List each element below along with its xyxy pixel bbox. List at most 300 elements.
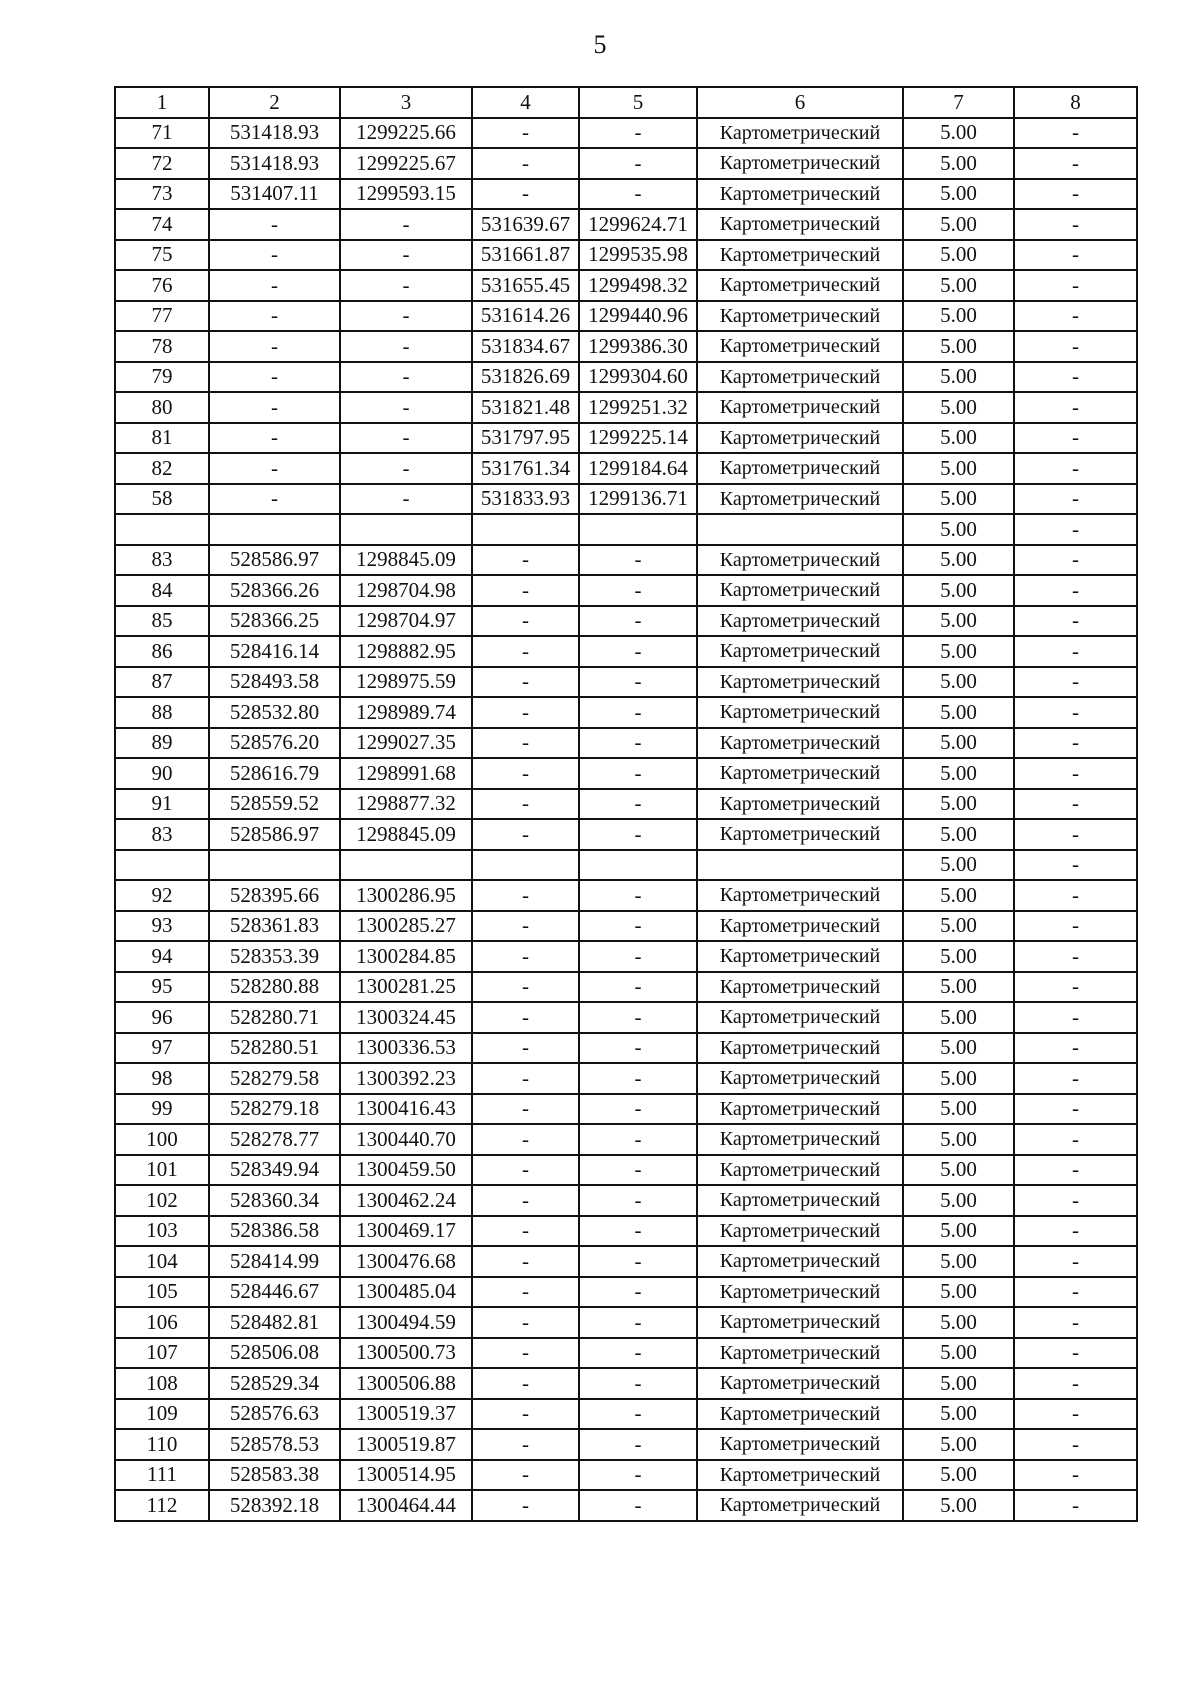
method-cell: Картометрический — [697, 941, 903, 972]
description-cell: - — [1014, 1460, 1137, 1491]
x-new-cell: - — [472, 1429, 579, 1460]
accuracy-cell: 5.00 — [903, 118, 1014, 149]
description-cell: - — [1014, 1429, 1137, 1460]
x-existing-cell: 528366.25 — [209, 606, 340, 637]
table-row — [115, 118, 1137, 149]
description-cell: - — [1014, 667, 1137, 698]
x-existing-cell: 528586.97 — [209, 819, 340, 850]
y-existing-cell — [340, 514, 472, 545]
x-new-cell: 531639.67 — [472, 209, 579, 240]
accuracy-cell: 5.00 — [903, 728, 1014, 759]
method-cell: Картометрический — [697, 484, 903, 515]
x-new-cell: - — [472, 1338, 579, 1369]
point-number-cell: 102 — [115, 1185, 209, 1216]
y-existing-cell: 1298845.09 — [340, 545, 472, 576]
y-existing-cell: - — [340, 331, 472, 362]
y-existing-cell: 1299225.67 — [340, 148, 472, 179]
table-row — [115, 179, 1137, 210]
x-new-cell: 531797.95 — [472, 423, 579, 454]
description-cell: - — [1014, 697, 1137, 728]
accuracy-cell: 5.00 — [903, 1246, 1014, 1277]
y-existing-cell: - — [340, 453, 472, 484]
y-new-cell: - — [579, 179, 697, 210]
column-header-1: 1 — [115, 87, 209, 118]
description-cell: - — [1014, 514, 1137, 545]
description-cell: - — [1014, 331, 1137, 362]
point-number-cell: 82 — [115, 453, 209, 484]
x-new-cell: - — [472, 1002, 579, 1033]
method-cell: Картометрический — [697, 1063, 903, 1094]
table-row — [115, 911, 1137, 942]
x-existing-cell: 528559.52 — [209, 789, 340, 820]
point-number-cell: 75 — [115, 240, 209, 271]
x-existing-cell: - — [209, 270, 340, 301]
accuracy-cell: 5.00 — [903, 1307, 1014, 1338]
description-cell: - — [1014, 941, 1137, 972]
y-new-cell: - — [579, 880, 697, 911]
y-new-cell: - — [579, 911, 697, 942]
y-new-cell: 1299386.30 — [579, 331, 697, 362]
x-new-cell: 531661.87 — [472, 240, 579, 271]
y-new-cell: - — [579, 606, 697, 637]
method-cell: Картометрический — [697, 453, 903, 484]
description-cell: - — [1014, 1368, 1137, 1399]
x-existing-cell: 528278.77 — [209, 1124, 340, 1155]
x-existing-cell: 528361.83 — [209, 911, 340, 942]
table-row — [115, 880, 1137, 911]
x-new-cell: - — [472, 1155, 579, 1186]
table-row — [115, 728, 1137, 759]
x-existing-cell: 528280.71 — [209, 1002, 340, 1033]
x-existing-cell: 528529.34 — [209, 1368, 340, 1399]
y-new-cell: 1299498.32 — [579, 270, 697, 301]
method-cell: Картометрический — [697, 1368, 903, 1399]
point-number-cell: 109 — [115, 1399, 209, 1430]
x-existing-cell — [209, 514, 340, 545]
point-number-cell: 93 — [115, 911, 209, 942]
point-number-cell: 103 — [115, 1216, 209, 1247]
table-row — [115, 697, 1137, 728]
y-existing-cell: 1298704.97 — [340, 606, 472, 637]
x-existing-cell: 528386.58 — [209, 1216, 340, 1247]
y-new-cell: 1299304.60 — [579, 362, 697, 393]
point-number-cell: 110 — [115, 1429, 209, 1460]
y-new-cell: - — [579, 545, 697, 576]
description-cell: - — [1014, 270, 1137, 301]
point-number-cell: 100 — [115, 1124, 209, 1155]
method-cell: Картометрический — [697, 1490, 903, 1521]
accuracy-cell: 5.00 — [903, 758, 1014, 789]
accuracy-cell: 5.00 — [903, 514, 1014, 545]
description-cell: - — [1014, 880, 1137, 911]
y-existing-cell: 1300464.44 — [340, 1490, 472, 1521]
table-row — [115, 636, 1137, 667]
method-cell: Картометрический — [697, 1185, 903, 1216]
accuracy-cell: 5.00 — [903, 1094, 1014, 1125]
description-cell: - — [1014, 1033, 1137, 1064]
y-existing-cell: 1300285.27 — [340, 911, 472, 942]
y-existing-cell: 1300514.95 — [340, 1460, 472, 1491]
method-cell: Картометрический — [697, 911, 903, 942]
table-row — [115, 331, 1137, 362]
description-cell: - — [1014, 179, 1137, 210]
table-row — [115, 1368, 1137, 1399]
accuracy-cell: 5.00 — [903, 972, 1014, 1003]
y-existing-cell: 1300459.50 — [340, 1155, 472, 1186]
x-new-cell: - — [472, 1307, 579, 1338]
description-cell: - — [1014, 148, 1137, 179]
x-new-cell: - — [472, 606, 579, 637]
x-existing-cell: 528279.18 — [209, 1094, 340, 1125]
description-cell: - — [1014, 789, 1137, 820]
accuracy-cell: 5.00 — [903, 667, 1014, 698]
table-row — [115, 392, 1137, 423]
table-row — [115, 423, 1137, 454]
x-new-cell: - — [472, 179, 579, 210]
accuracy-cell: 5.00 — [903, 179, 1014, 210]
x-existing-cell: 531407.11 — [209, 179, 340, 210]
y-existing-cell — [340, 850, 472, 881]
point-number-cell: 108 — [115, 1368, 209, 1399]
method-cell: Картометрический — [697, 758, 903, 789]
method-cell: Картометрический — [697, 240, 903, 271]
point-number-cell: 71 — [115, 118, 209, 149]
accuracy-cell: 5.00 — [903, 270, 1014, 301]
y-new-cell: 1299624.71 — [579, 209, 697, 240]
accuracy-cell: 5.00 — [903, 331, 1014, 362]
y-new-cell: - — [579, 758, 697, 789]
method-cell: Картометрический — [697, 1124, 903, 1155]
table-row — [115, 1490, 1137, 1521]
x-existing-cell: 528392.18 — [209, 1490, 340, 1521]
x-existing-cell: 528414.99 — [209, 1246, 340, 1277]
x-existing-cell: 528416.14 — [209, 636, 340, 667]
method-cell: Картометрический — [697, 118, 903, 149]
x-new-cell: - — [472, 1277, 579, 1308]
y-existing-cell: 1298845.09 — [340, 819, 472, 850]
description-cell: - — [1014, 1185, 1137, 1216]
table-row — [115, 850, 1137, 881]
column-header-7: 7 — [903, 87, 1014, 118]
x-existing-cell: 531418.93 — [209, 118, 340, 149]
accuracy-cell: 5.00 — [903, 209, 1014, 240]
y-existing-cell: 1300506.88 — [340, 1368, 472, 1399]
page-number: 5 — [593, 30, 607, 59]
column-header-4: 4 — [472, 87, 579, 118]
x-existing-cell: - — [209, 362, 340, 393]
table-row — [115, 667, 1137, 698]
x-new-cell: 531826.69 — [472, 362, 579, 393]
method-cell: Картометрический — [697, 667, 903, 698]
y-existing-cell: 1298704.98 — [340, 575, 472, 606]
y-new-cell: - — [579, 972, 697, 1003]
y-existing-cell: 1300519.37 — [340, 1399, 472, 1430]
point-number-cell: 94 — [115, 941, 209, 972]
table-row — [115, 606, 1137, 637]
description-cell: - — [1014, 1277, 1137, 1308]
y-new-cell: - — [579, 667, 697, 698]
x-new-cell: - — [472, 972, 579, 1003]
x-existing-cell: - — [209, 301, 340, 332]
x-existing-cell: 528366.26 — [209, 575, 340, 606]
y-existing-cell: 1300476.68 — [340, 1246, 472, 1277]
x-existing-cell — [209, 850, 340, 881]
y-new-cell: - — [579, 148, 697, 179]
y-new-cell: - — [579, 636, 697, 667]
table-row — [115, 240, 1137, 271]
y-existing-cell: 1300485.04 — [340, 1277, 472, 1308]
y-existing-cell: 1300324.45 — [340, 1002, 472, 1033]
table-row — [115, 1307, 1137, 1338]
x-new-cell: - — [472, 1124, 579, 1155]
description-cell: - — [1014, 575, 1137, 606]
description-cell: - — [1014, 819, 1137, 850]
table-row — [115, 1033, 1137, 1064]
point-number-cell: 97 — [115, 1033, 209, 1064]
x-new-cell: - — [472, 1246, 579, 1277]
accuracy-cell: 5.00 — [903, 575, 1014, 606]
method-cell: Картометрический — [697, 1002, 903, 1033]
y-existing-cell: - — [340, 392, 472, 423]
y-existing-cell: - — [340, 270, 472, 301]
accuracy-cell: 5.00 — [903, 423, 1014, 454]
description-cell: - — [1014, 911, 1137, 942]
accuracy-cell: 5.00 — [903, 1155, 1014, 1186]
x-new-cell: 531761.34 — [472, 453, 579, 484]
x-existing-cell: 528446.67 — [209, 1277, 340, 1308]
y-existing-cell: 1300416.43 — [340, 1094, 472, 1125]
y-new-cell: - — [579, 1338, 697, 1369]
description-cell: - — [1014, 1307, 1137, 1338]
accuracy-cell: 5.00 — [903, 392, 1014, 423]
point-number-cell: 88 — [115, 697, 209, 728]
table-row — [115, 453, 1137, 484]
description-cell: - — [1014, 606, 1137, 637]
y-existing-cell: 1300462.24 — [340, 1185, 472, 1216]
description-cell: - — [1014, 1338, 1137, 1369]
method-cell: Картометрический — [697, 423, 903, 454]
point-number-cell: 92 — [115, 880, 209, 911]
y-existing-cell: 1300494.59 — [340, 1307, 472, 1338]
x-new-cell: - — [472, 758, 579, 789]
accuracy-cell: 5.00 — [903, 819, 1014, 850]
y-existing-cell: 1298877.32 — [340, 789, 472, 820]
y-existing-cell: 1300286.95 — [340, 880, 472, 911]
coordinates-table — [114, 86, 1138, 1522]
x-existing-cell: 528616.79 — [209, 758, 340, 789]
x-new-cell: - — [472, 697, 579, 728]
x-existing-cell: - — [209, 331, 340, 362]
description-cell: - — [1014, 118, 1137, 149]
description-cell: - — [1014, 758, 1137, 789]
point-number-cell: 111 — [115, 1460, 209, 1491]
y-existing-cell: 1298989.74 — [340, 697, 472, 728]
x-existing-cell: 528506.08 — [209, 1338, 340, 1369]
y-existing-cell: 1298991.68 — [340, 758, 472, 789]
x-existing-cell: 528349.94 — [209, 1155, 340, 1186]
y-existing-cell: 1300336.53 — [340, 1033, 472, 1064]
column-header-5: 5 — [579, 87, 697, 118]
y-new-cell: - — [579, 1490, 697, 1521]
point-number-cell: 74 — [115, 209, 209, 240]
y-new-cell: - — [579, 118, 697, 149]
description-cell: - — [1014, 209, 1137, 240]
method-cell: Картометрический — [697, 1216, 903, 1247]
method-cell: Картометрический — [697, 1460, 903, 1491]
accuracy-cell: 5.00 — [903, 1460, 1014, 1491]
y-existing-cell: 1300440.70 — [340, 1124, 472, 1155]
x-new-cell: - — [472, 667, 579, 698]
table-row — [115, 1094, 1137, 1125]
table-header — [115, 87, 1137, 118]
accuracy-cell: 5.00 — [903, 1277, 1014, 1308]
point-number-cell: 96 — [115, 1002, 209, 1033]
x-existing-cell: 528576.63 — [209, 1399, 340, 1430]
description-cell: - — [1014, 1124, 1137, 1155]
x-new-cell: 531833.93 — [472, 484, 579, 515]
accuracy-cell: 5.00 — [903, 850, 1014, 881]
accuracy-cell: 5.00 — [903, 880, 1014, 911]
point-number-cell: 106 — [115, 1307, 209, 1338]
y-existing-cell: 1300500.73 — [340, 1338, 472, 1369]
accuracy-cell: 5.00 — [903, 911, 1014, 942]
method-cell: Картометрический — [697, 819, 903, 850]
table-row — [115, 1155, 1137, 1186]
y-new-cell: - — [579, 1033, 697, 1064]
y-existing-cell: 1299225.66 — [340, 118, 472, 149]
y-existing-cell: - — [340, 423, 472, 454]
description-cell: - — [1014, 1063, 1137, 1094]
table-row — [115, 1002, 1137, 1033]
y-new-cell: - — [579, 1399, 697, 1430]
point-number-cell: 76 — [115, 270, 209, 301]
x-new-cell: - — [472, 1399, 579, 1430]
y-existing-cell: 1300392.23 — [340, 1063, 472, 1094]
y-new-cell: - — [579, 1185, 697, 1216]
method-cell: Картометрический — [697, 209, 903, 240]
y-new-cell: 1299225.14 — [579, 423, 697, 454]
description-cell: - — [1014, 362, 1137, 393]
accuracy-cell: 5.00 — [903, 1368, 1014, 1399]
point-number-cell: 105 — [115, 1277, 209, 1308]
accuracy-cell: 5.00 — [903, 789, 1014, 820]
method-cell: Картометрический — [697, 1277, 903, 1308]
y-existing-cell: 1300281.25 — [340, 972, 472, 1003]
accuracy-cell: 5.00 — [903, 941, 1014, 972]
description-cell: - — [1014, 545, 1137, 576]
x-new-cell: - — [472, 1490, 579, 1521]
x-existing-cell: 528482.81 — [209, 1307, 340, 1338]
y-new-cell: - — [579, 1002, 697, 1033]
table-row — [115, 1216, 1137, 1247]
x-existing-cell: 528395.66 — [209, 880, 340, 911]
table-row — [115, 1338, 1137, 1369]
x-new-cell — [472, 850, 579, 881]
accuracy-cell: 5.00 — [903, 453, 1014, 484]
point-number-cell: 84 — [115, 575, 209, 606]
method-cell: Картометрический — [697, 362, 903, 393]
x-existing-cell: - — [209, 392, 340, 423]
method-cell: Картометрический — [697, 1399, 903, 1430]
description-cell: - — [1014, 1155, 1137, 1186]
y-new-cell: - — [579, 1155, 697, 1186]
x-existing-cell: - — [209, 484, 340, 515]
column-header-8: 8 — [1014, 87, 1137, 118]
y-existing-cell: - — [340, 362, 472, 393]
accuracy-cell: 5.00 — [903, 148, 1014, 179]
accuracy-cell: 5.00 — [903, 545, 1014, 576]
point-number-cell: 90 — [115, 758, 209, 789]
accuracy-cell: 5.00 — [903, 1338, 1014, 1369]
accuracy-cell: 5.00 — [903, 1124, 1014, 1155]
accuracy-cell: 5.00 — [903, 636, 1014, 667]
point-number-cell: 89 — [115, 728, 209, 759]
y-existing-cell: - — [340, 301, 472, 332]
column-header-2: 2 — [209, 87, 340, 118]
method-cell: Картометрический — [697, 545, 903, 576]
y-new-cell: - — [579, 819, 697, 850]
x-new-cell: - — [472, 1033, 579, 1064]
x-existing-cell: - — [209, 423, 340, 454]
y-new-cell: - — [579, 697, 697, 728]
accuracy-cell: 5.00 — [903, 1033, 1014, 1064]
accuracy-cell: 5.00 — [903, 1216, 1014, 1247]
method-cell: Картометрический — [697, 270, 903, 301]
description-cell: - — [1014, 423, 1137, 454]
x-new-cell: - — [472, 1368, 579, 1399]
point-number-cell: 99 — [115, 1094, 209, 1125]
header-row — [115, 87, 1137, 118]
x-existing-cell: 528576.20 — [209, 728, 340, 759]
x-new-cell: 531614.26 — [472, 301, 579, 332]
description-cell: - — [1014, 484, 1137, 515]
point-number-cell: 80 — [115, 392, 209, 423]
accuracy-cell: 5.00 — [903, 606, 1014, 637]
point-number-cell: 78 — [115, 331, 209, 362]
point-number-cell: 72 — [115, 148, 209, 179]
x-existing-cell: 528532.80 — [209, 697, 340, 728]
column-header-3: 3 — [340, 87, 472, 118]
y-new-cell: - — [579, 575, 697, 606]
y-existing-cell: - — [340, 484, 472, 515]
x-new-cell: - — [472, 728, 579, 759]
method-cell: Картометрический — [697, 972, 903, 1003]
method-cell: Картометрический — [697, 575, 903, 606]
description-cell: - — [1014, 1216, 1137, 1247]
x-new-cell: - — [472, 911, 579, 942]
y-new-cell: - — [579, 1277, 697, 1308]
y-new-cell — [579, 514, 697, 545]
description-cell: - — [1014, 453, 1137, 484]
point-number-cell — [115, 850, 209, 881]
accuracy-cell: 5.00 — [903, 362, 1014, 393]
table-body — [115, 118, 1137, 1521]
method-cell: Картометрический — [697, 392, 903, 423]
y-new-cell: 1299440.96 — [579, 301, 697, 332]
x-new-cell: - — [472, 819, 579, 850]
method-cell: Картометрический — [697, 728, 903, 759]
accuracy-cell: 5.00 — [903, 1002, 1014, 1033]
x-new-cell: - — [472, 1216, 579, 1247]
point-number-cell: 91 — [115, 789, 209, 820]
x-new-cell: - — [472, 1460, 579, 1491]
table-row — [115, 1246, 1137, 1277]
x-new-cell: - — [472, 636, 579, 667]
y-new-cell: - — [579, 1063, 697, 1094]
accuracy-cell: 5.00 — [903, 1490, 1014, 1521]
table-row — [115, 819, 1137, 850]
x-existing-cell: 528280.88 — [209, 972, 340, 1003]
